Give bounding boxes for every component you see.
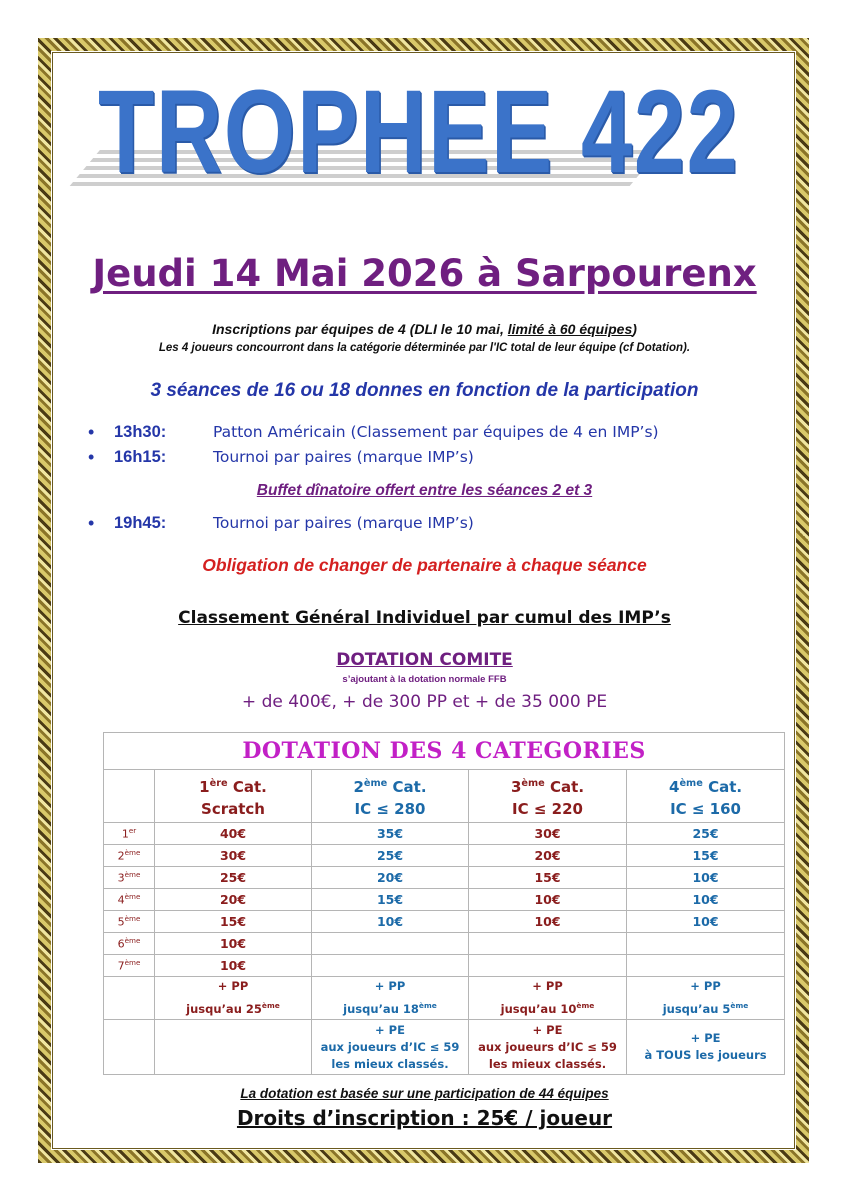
- pe-cell: [312, 1020, 469, 1075]
- prize-value: 20€: [469, 845, 627, 867]
- prize-value: 15€: [312, 889, 469, 911]
- inscriptions-limit: limité à 60 équipes: [507, 321, 633, 337]
- event-date: Jeudi 14 Mai 2026 à Sarpourenx: [92, 252, 757, 295]
- rank-row: [104, 845, 785, 867]
- pe-detail-2: les mieux classés.: [331, 1056, 449, 1071]
- sessions-line: 3 séances de 16 ou 18 donnes en fonction de la participation: [150, 380, 699, 401]
- rank-number: 4: [117, 893, 125, 907]
- pe-cell: [627, 1020, 785, 1075]
- prize-value: [312, 933, 469, 955]
- prize-value: 15€: [627, 845, 785, 867]
- schedule-time: 13h30:: [114, 423, 167, 441]
- pe-label: + PE: [532, 1022, 563, 1037]
- rank-suffix: ème: [124, 892, 141, 902]
- empty-cell: [104, 1020, 155, 1075]
- prize-value: 25€: [155, 867, 312, 889]
- rank-row: [104, 955, 785, 977]
- schedule-description: Patton Américain (Classement par équipes de 4 en IMP’s): [213, 423, 659, 441]
- category-suffix: ème: [363, 777, 388, 789]
- category-label: Cat.: [708, 777, 743, 796]
- pp-range: jusqu’au 18: [343, 1001, 419, 1016]
- rank-label: [104, 933, 155, 955]
- category-header: [312, 770, 469, 823]
- dotation-comite-amounts: + de 400€, + de 300 PP et + de 35 000 PE: [241, 692, 608, 712]
- prize-value: 10€: [155, 955, 312, 977]
- pp-cell: [627, 977, 785, 1020]
- category-header: [627, 770, 785, 823]
- pe-cell: [155, 1020, 312, 1075]
- category-header-row: [104, 770, 785, 823]
- rank-number: 2: [117, 849, 125, 863]
- inscriptions-close: ): [632, 321, 637, 337]
- category-header: [155, 770, 312, 823]
- rank-number: 7: [117, 959, 125, 973]
- prize-value: 10€: [469, 911, 627, 933]
- schedule-time: 16h15:: [114, 448, 167, 466]
- category-number: 3: [510, 777, 522, 796]
- prize-value: 10€: [627, 867, 785, 889]
- category-number: 2: [353, 777, 364, 796]
- dotation-comite-subtitle: s’ajoutant à la dotation normale FFB: [342, 674, 507, 685]
- category-label: Cat.: [232, 777, 267, 796]
- pe-cell: [469, 1020, 627, 1075]
- rank-label: [104, 867, 155, 889]
- dotation-table-title: DOTATION DES 4 CATEGORIES: [104, 733, 785, 770]
- prize-value: 10€: [627, 889, 785, 911]
- title-banner: [68, 66, 782, 202]
- rank-suffix: ème: [124, 914, 141, 924]
- rank-row: [104, 911, 785, 933]
- bullet-icon: •: [88, 513, 95, 533]
- pp-label: + PP: [217, 979, 249, 993]
- prize-value: 10€: [312, 911, 469, 933]
- rank-suffix: ème: [124, 848, 141, 858]
- prize-value: 20€: [155, 889, 312, 911]
- pp-range: jusqu’au 5: [662, 1001, 731, 1016]
- prize-value: 35€: [312, 823, 469, 845]
- rank-suffix: er: [128, 826, 137, 836]
- category-note: Les 4 joueurs concourront dans la catégorie déterminée par l'IC total de leur équipe (cf Dotation).: [158, 342, 691, 354]
- prize-value: 15€: [155, 911, 312, 933]
- schedule-time: 19h45:: [114, 514, 167, 532]
- buffet-note: Buffet dînatoire offert entre les séances 2 et 3: [256, 482, 593, 499]
- rank-label: [104, 911, 155, 933]
- pp-cell: [155, 977, 312, 1020]
- schedule-description: Tournoi par paires (marque IMP’s): [213, 448, 474, 466]
- rank-number: 1: [121, 827, 129, 841]
- category-subtitle: IC ≤ 160: [670, 799, 741, 818]
- obligation-note: Obligation de changer de partenaire à chaque séance: [202, 555, 647, 575]
- base-note: La dotation est basée sur une participation de 44 équipes: [240, 1086, 609, 1101]
- pe-detail: à TOUS les joueurs: [644, 1048, 767, 1062]
- pp-label: + PP: [690, 979, 721, 993]
- pe-row: [104, 1020, 785, 1075]
- pp-range: jusqu’au 10: [500, 1001, 577, 1016]
- category-subtitle: IC ≤ 280: [354, 799, 426, 818]
- category-suffix: ème: [679, 777, 703, 789]
- empty-cell: [104, 770, 155, 823]
- rank-row: [104, 867, 785, 889]
- rank-suffix: ème: [124, 936, 141, 946]
- category-subtitle: IC ≤ 220: [512, 799, 583, 818]
- pe-label: + PE: [375, 1022, 405, 1037]
- rank-number: 3: [117, 871, 125, 885]
- pe-detail: aux joueurs d’IC ≤ 59: [320, 1039, 460, 1054]
- prize-value: 10€: [627, 911, 785, 933]
- prize-value: [627, 955, 785, 977]
- prize-value: [627, 933, 785, 955]
- pp-suffix: ème: [576, 1001, 595, 1010]
- inscriptions-text: Inscriptions par équipes de 4 (DLI le 10 mai,: [212, 321, 508, 337]
- pp-suffix: ème: [261, 1001, 280, 1010]
- pp-label: + PP: [374, 979, 406, 993]
- pp-label: + PP: [532, 979, 563, 993]
- rank-label: [104, 889, 155, 911]
- page-title: TROPHEE 422: [98, 66, 740, 198]
- inscriptions-line: [0, 321, 849, 337]
- prize-value: 15€: [469, 867, 627, 889]
- pp-row: [104, 977, 785, 1020]
- pp-range: jusqu’au 25: [186, 1001, 262, 1016]
- rank-label: [104, 823, 155, 845]
- prize-value: 10€: [155, 933, 312, 955]
- pe-detail-2: les mieux classés.: [488, 1056, 607, 1071]
- rank-label: [104, 955, 155, 977]
- category-suffix: ème: [521, 777, 545, 789]
- rank-row: [104, 889, 785, 911]
- bullet-icon: •: [88, 447, 95, 467]
- schedule-description: Tournoi par paires (marque IMP’s): [213, 514, 474, 532]
- category-suffix: ère: [209, 777, 228, 789]
- prize-value: 25€: [312, 845, 469, 867]
- empty-cell: [104, 977, 155, 1020]
- category-number: 1: [199, 777, 210, 796]
- prize-value: 40€: [155, 823, 312, 845]
- category-number: 4: [669, 777, 680, 796]
- rank-row: [104, 933, 785, 955]
- prize-value: 20€: [312, 867, 469, 889]
- category-header: [469, 770, 627, 823]
- pp-suffix: ème: [730, 1001, 749, 1010]
- rank-number: 6: [117, 937, 125, 951]
- category-subtitle: Scratch: [201, 799, 265, 818]
- rank-number: 5: [117, 915, 125, 929]
- dotation-comite-heading: DOTATION COMITE: [336, 650, 513, 670]
- category-label: Cat.: [550, 777, 585, 796]
- prize-value: [312, 955, 469, 977]
- pp-cell: [312, 977, 469, 1020]
- classement-heading: Classement Général Individuel par cumul des IMP’s: [178, 608, 671, 628]
- rank-suffix: ème: [124, 958, 141, 968]
- pe-detail: aux joueurs d’IC ≤ 59: [478, 1039, 617, 1054]
- rank-suffix: ème: [124, 870, 141, 880]
- pp-cell: [469, 977, 627, 1020]
- prize-value: [469, 955, 627, 977]
- prize-value: 30€: [155, 845, 312, 867]
- pp-suffix: ème: [418, 1001, 437, 1010]
- prize-value: [469, 933, 627, 955]
- rank-label: [104, 845, 155, 867]
- registration-fee: Droits d’inscription : 25€ / joueur: [236, 1106, 613, 1130]
- bullet-icon: •: [88, 422, 95, 442]
- prize-value: 10€: [469, 889, 627, 911]
- dotation-table: [103, 732, 785, 1075]
- rank-row: [104, 823, 785, 845]
- rank-rows: [104, 823, 785, 977]
- prize-value: 25€: [627, 823, 785, 845]
- pe-label: + PE: [690, 1031, 721, 1045]
- prize-value: 30€: [469, 823, 627, 845]
- category-label: Cat.: [392, 777, 427, 796]
